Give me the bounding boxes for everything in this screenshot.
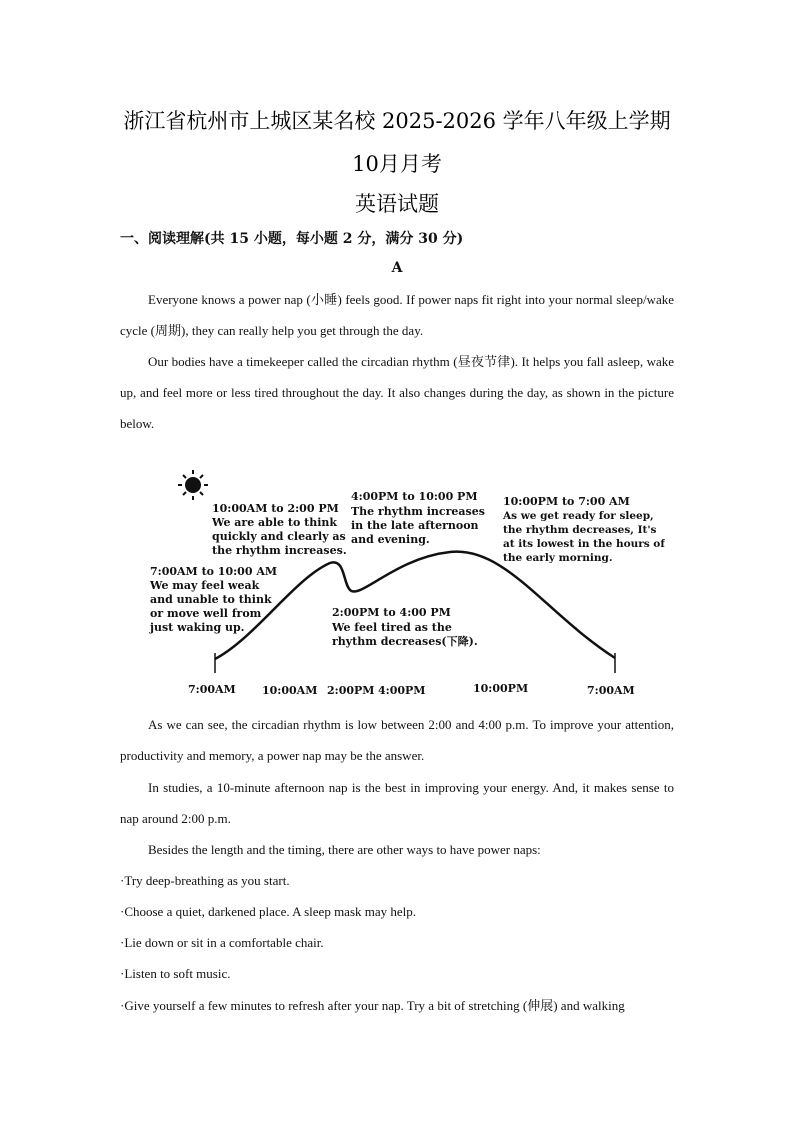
annotation-line: the rhythm decreases, It's <box>503 524 657 536</box>
title-line-2: 10月月考 <box>352 152 442 176</box>
title-line-3: 英语试题 <box>355 192 439 216</box>
tip-item: ·Try deep-breathing as you start. <box>120 873 290 888</box>
annotation-line: or move well from <box>150 607 262 620</box>
annotation-early-afternoon <box>331 606 478 648</box>
annotation-line: in the late afternoon <box>351 519 479 532</box>
annotation-night <box>502 495 665 564</box>
annotation-line: rhythm decreases(下降). <box>332 635 478 648</box>
time-label: 10:00PM <box>473 682 529 695</box>
annotation-line: the rhythm increases. <box>212 544 347 557</box>
annotation-heading: 7:00AM to 10:00 AM <box>150 565 278 578</box>
annotation-line: at its lowest in the hours of <box>503 538 665 550</box>
moon-icon <box>502 458 519 481</box>
section-heading: 一、阅读理解(共 15 小题，每小题 2 分，满分 30 分) <box>120 231 464 247</box>
annotation-evening <box>351 490 485 546</box>
time-label: 10:00AM <box>262 684 318 697</box>
annotation-line: The rhythm increases <box>351 505 485 518</box>
tip-item: ·Lie down or sit in a comfortable chair. <box>120 935 324 950</box>
annotation-line: the early morning. <box>503 552 613 564</box>
annotation-line: We are able to think <box>212 516 337 529</box>
annotation-line: and unable to think <box>150 593 272 606</box>
tip-item: ·Choose a quiet, darkened place. A sleep mask may help. <box>120 904 417 919</box>
sun-icon <box>178 470 208 500</box>
paragraph-4: In studies, a 10-minute afternoon nap is the best in improving your energy. And, it makes sense to nap around 2:00 p.m. <box>120 780 674 826</box>
paragraph-1: Everyone knows a power nap (小睡) feels good. If power naps fit right into your normal sleep/wake cycle (周期), they can really help you get through the day. <box>120 292 674 338</box>
paragraph-3: As we can see, the circadian rhythm is low between 2:00 and 4:00 p.m. To improve your attention, productivity and memory, a power nap may be the answer. <box>120 717 674 763</box>
annotation-line: quickly and clearly as <box>212 530 346 543</box>
time-label: 7:00AM <box>188 683 236 696</box>
paragraph-5: Besides the length and the timing, there are other ways to have power naps: <box>148 842 541 857</box>
annotation-line: We feel tired as the <box>332 621 452 634</box>
annotation-line: As we get ready for sleep, <box>503 510 654 522</box>
annotation-heading: 10:00PM to 7:00 AM <box>503 495 630 508</box>
annotation-line: just waking up. <box>150 621 245 634</box>
tip-item: ·Listen to soft music. <box>120 966 231 981</box>
annotation-heading: 4:00PM to 10:00 PM <box>351 490 478 503</box>
time-label: 7:00AM <box>587 684 635 697</box>
circadian-rhythm-figure <box>145 448 665 703</box>
annotation-line: We may feel weak <box>150 579 260 592</box>
annotation-heading: 2:00PM to 4:00 PM <box>332 606 451 619</box>
annotation-late-morning <box>211 502 347 557</box>
time-axis <box>188 682 635 697</box>
annotation-heading: 10:00AM to 2:00 PM <box>212 502 339 515</box>
time-label: 2:00PM <box>327 684 375 697</box>
passage-letter: A <box>391 260 403 276</box>
time-label: 4:00PM <box>378 684 426 697</box>
title-line-1: 浙江省杭州市上城区某名校 2025-2026 学年八年级上学期 <box>123 109 671 133</box>
tip-item: ·Give yourself a few minutes to refresh after your nap. Try a bit of stretching (伸展) and walking <box>120 998 625 1013</box>
annotation-line: and evening. <box>351 533 430 546</box>
paragraph-2: Our bodies have a timekeeper called the circadian rhythm (昼夜节律). It helps you fall asleep, wake up, and feel more or less tired throughout the day. It also changes during the day, as shown in the picture below. <box>120 354 674 431</box>
